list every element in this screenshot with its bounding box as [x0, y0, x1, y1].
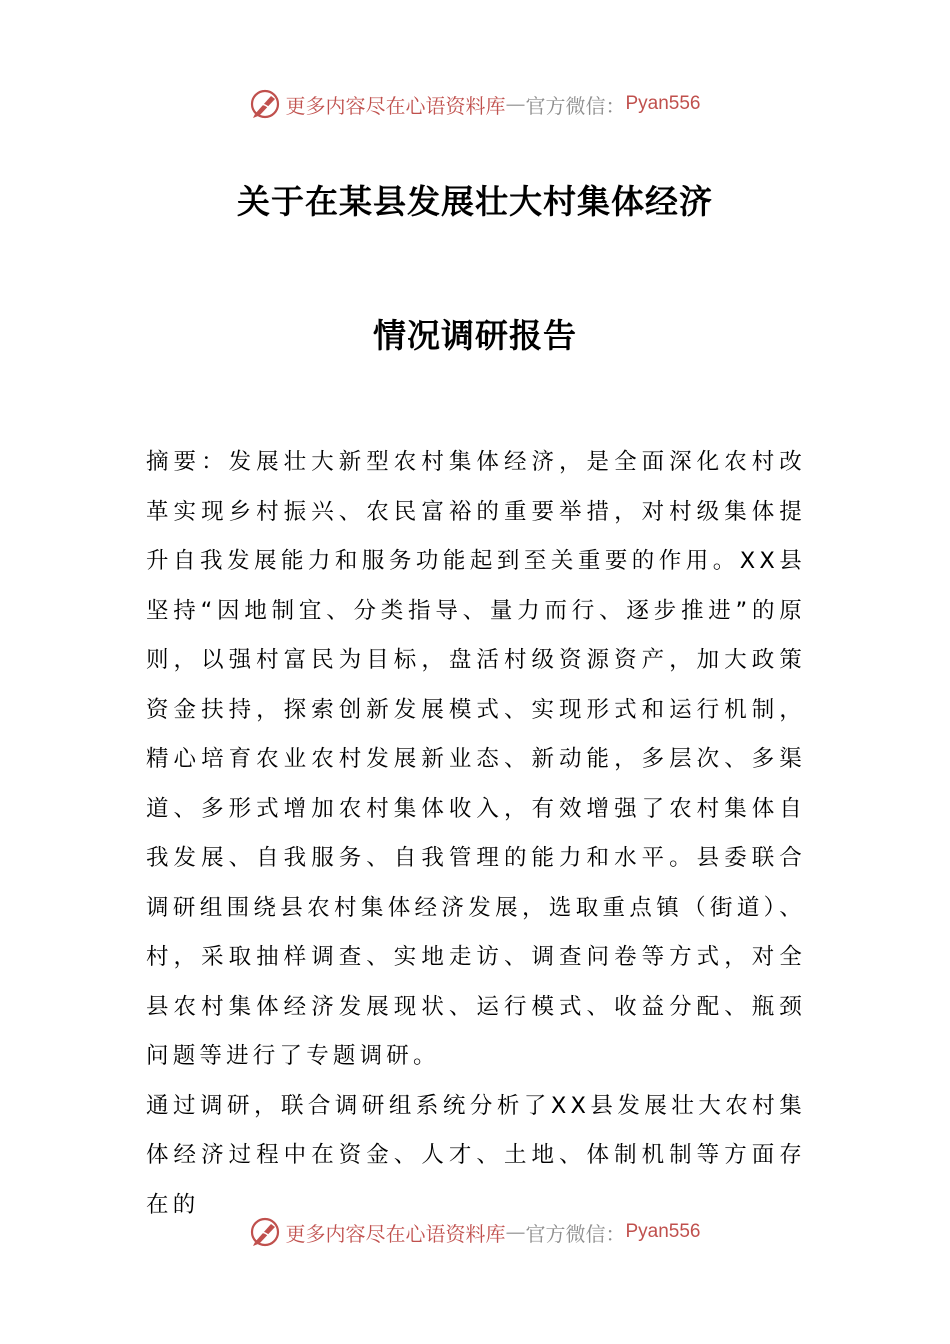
- watermark-wechat-label: 官方微信：: [525, 93, 626, 118]
- abstract-paragraph: 摘要：发展壮大新型农村集体经济，是全面深化农村改革实现乡村振兴、农民富裕的重要举措，对村级集体提升自我发展能力和服务功能起到至关重要的作用。XX县坚持“因地制宜、分类指导、量力而行、逐步推进”的原则，以强村富民为目标，盘活村级资源资产，加大政策资金扶持，探索创新发展模式、实现形式和运行机制，精心培育农业农村发展新业态、新动能，多层次、多渠道、多形式增加农村集体收入，有效增强了农村集体自我发展、自我服务、自我管理的能力和水平。县委联合调研组围绕县农村集体经济发展，选取重点镇（街道）、村，采取抽样调查、实地走访、调查问卷等方式，对全县农村集体经济发展现状、运行模式、收益分配、瓶颈问题等进行了专题调研。: [146, 449, 806, 1069]
- watermark-separator: —: [505, 92, 526, 116]
- watermark-wechat-id: Pyan556: [625, 1221, 701, 1242]
- watermark-site-name: 更多内容尽在心语资料库: [285, 1221, 506, 1246]
- watermark-site-name: 更多内容尽在心语资料库: [285, 93, 506, 118]
- body-paragraph: 通过调研，联合调研组系统分析了XX县发展壮大农村集体经济过程中在资金、人才、土地、体制机制等方面存在的: [146, 1092, 806, 1218]
- watermark-footer: [0, 1212, 950, 1252]
- document-title-line-2: 情况调研报告: [373, 316, 577, 355]
- document-title-line-1: 关于在某县发展壮大村集体经济: [237, 182, 713, 221]
- watermark-wechat-label: 官方微信：: [525, 1221, 626, 1246]
- watermark-wechat-id: Pyan556: [625, 93, 701, 114]
- watermark-header: [0, 84, 950, 124]
- pen-logo-icon: [249, 88, 281, 120]
- pen-logo-icon: [249, 1216, 281, 1248]
- document-body: [146, 438, 806, 1230]
- watermark-separator: —: [505, 1220, 526, 1244]
